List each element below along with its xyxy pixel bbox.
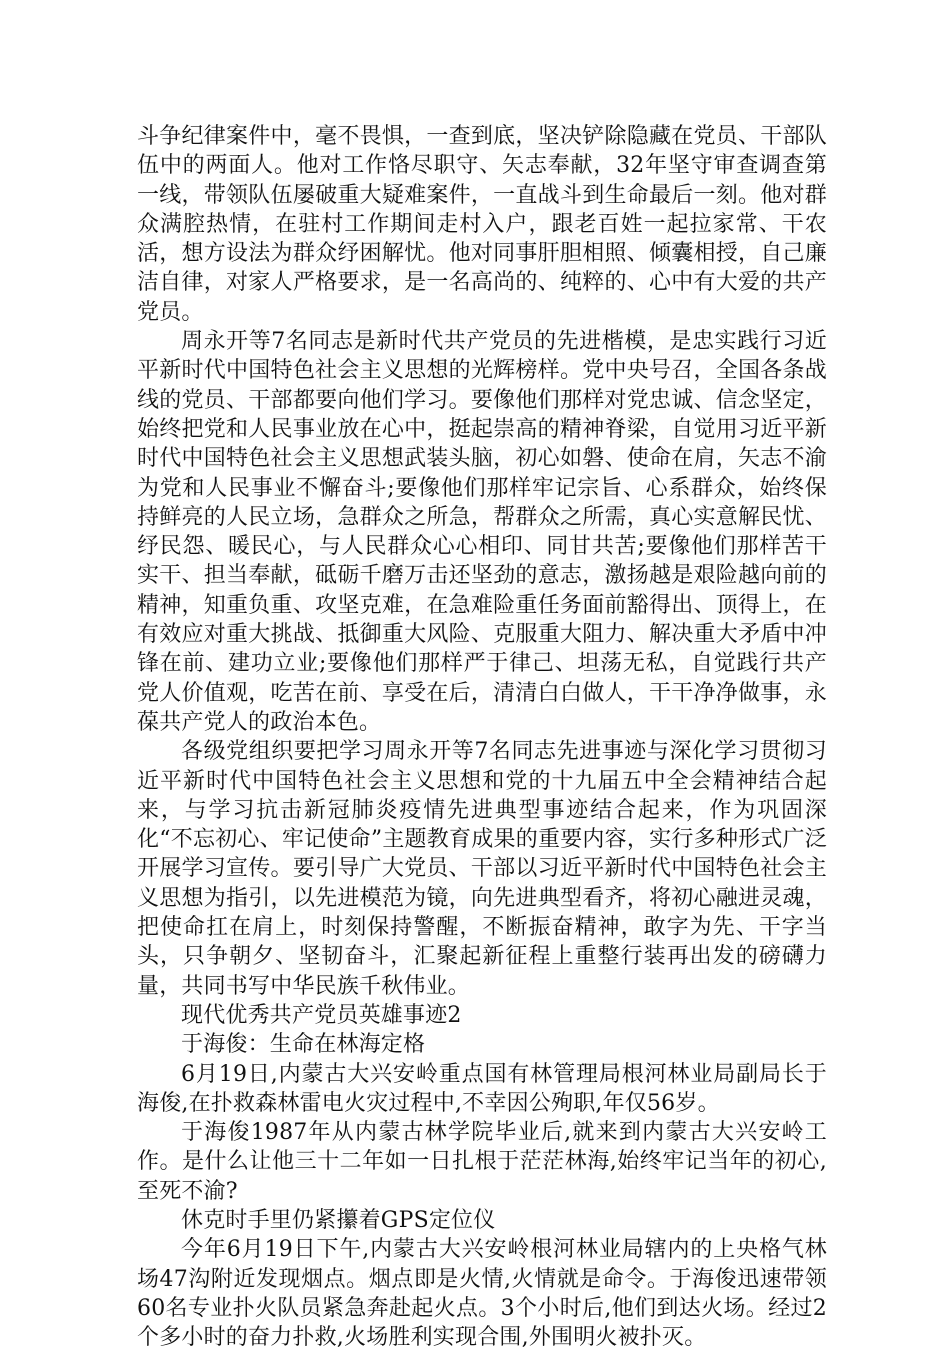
article-title: 于海俊：生命在林海定格 (181, 1032, 426, 1058)
paragraph-continuation: 斗争纪律案件中，毫不畏惧，一查到底，坚决铲除隐藏在党员、干部队伍中的两面人。他对工作恪尽职守、矢志奉献，32年坚守审查调查第一线，带领队伍屡破重大疑难案件，一直战斗到生命最后一刻。他对群众满腔热情，在驻村工作期间走村入户，跟老百姓一起拉家常、干农活，想方设法为群众纾困解忧。他对同事肝胆相照、倾囊相授，自己廉洁自律，对家人严格要求，是一名高尚的、纯粹的、心中有大爱的共产党员。 (137, 124, 827, 325)
subheading: 休克时手里仍紧攥着GPS定位仪 (181, 1207, 496, 1233)
paragraph-party-organizations: 各级党组织要把学习周永开等7名同志先进事迹与深化学习贯彻习近平新时代中国特色社会主义思想和党的十九届五中全会精神结合起来，与学习抗击新冠肺炎疫情先进典型事迹结合起来，作为巩固深化“不忘初心、牢记使命”主题教育成果的重要内容，实行多种形式广泛开展学习宣传。要引导广大党员、干部以习近平新时代中国特色社会主义思想为指引，以先进模范为镜，向先进典型看齐，将初心融进灵魂，把使命扛在肩上，时刻保持警醒，不断振奋精神，敢字为先、干字当头，只争朝夕、坚韧奋斗，汇聚起新征程上重整行装再出发的磅礴力量，共同书写中华民族千秋伟业。 (137, 739, 827, 999)
paragraph-news-lead: 6月19日,内蒙古大兴安岭重点国有林管理局根河林业局副局长于海俊,在扑救森林雷电火灾过程中,不幸因公殉职,年仅56岁。 (137, 1061, 827, 1116)
paragraph-exemplars: 周永开等7名同志是新时代共产党员的先进楷模，是忠实践行习近平新时代中国特色社会主义思想的光辉榜样。党中央号召，全国各条战线的党员、干部都要向他们学习。要像他们那样对党忠诚、信念坚定，始终把党和人民事业放在心中，挺起崇高的精神脊梁，自觉用习近平新时代中国特色社会主义思想武装头脑，初心如磐、使命在肩，矢志不渝为党和人民事业不懈奋斗;要像他们那样牢记宗旨、心系群众，始终保持鲜亮的人民立场，急群众之所急，帮群众之所需，真心实意解民忧、纾民怨、暖民心，与人民群众心心相印、同甘共苦;要像他们那样苦干实干、担当奉献，砥砺千磨万击还坚劲的意志，激扬越是艰险越向前的精神，知重负重、攻坚克难，在急难险重任务面前豁得出、顶得上，在有效应对重大挑战、抵御重大风险、克服重大阻力、解决重大矛盾中冲锋在前、建功立业;要像他们那样严于律己、坦荡无私，自觉践行共产党人价值观，吃苦在前、享受在后，清清白白做人，干干净净做事，永葆共产党人的政治本色。 (137, 329, 827, 735)
document-page (137, 122, 827, 1352)
section-title: 现代优秀共产党员英雄事迹2 (181, 1002, 462, 1028)
paragraph-background: 于海俊1987年从内蒙古林学院毕业后,就来到内蒙古大兴安岭工作。是什么让他三十二年如一日扎根于茫茫林海,始终牢记当年的初心,至死不渝? (137, 1120, 827, 1204)
paragraph-fire-event: 今年6月19日下午,内蒙古大兴安岭根河林业局辖内的上央格气林场47沟附近发现烟点。烟点即是火情,火情就是命令。于海俊迅速带领60名专业扑火队员紧急奔赴起火点。3个小时后,他们到达火场。经过2个多小时的奋力扑救,火场胜利实现合围,外围明火被扑灭。 (137, 1237, 827, 1351)
